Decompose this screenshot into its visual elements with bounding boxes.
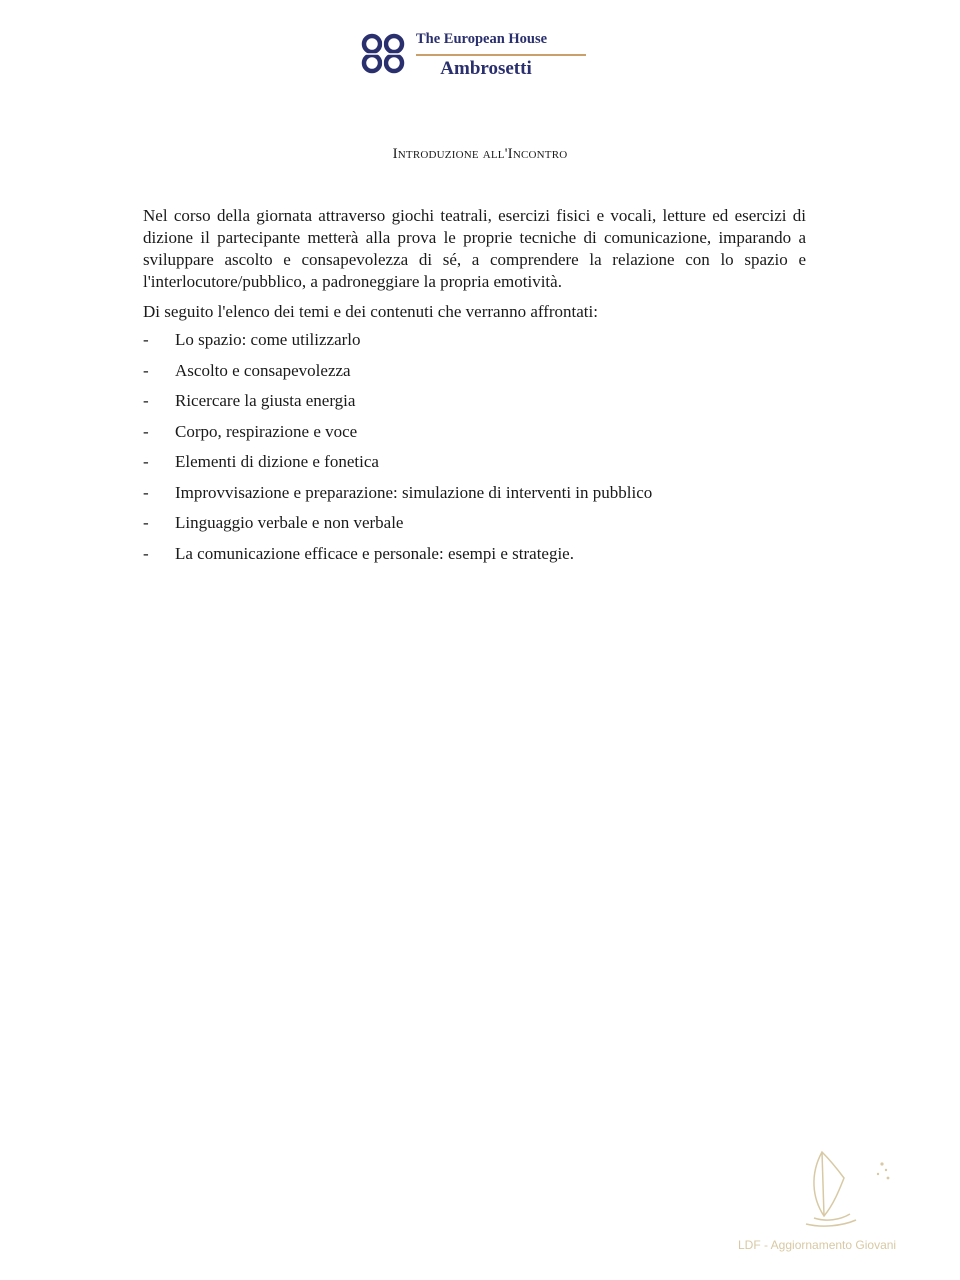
page-title: Introduzione all'Incontro <box>392 146 568 162</box>
intro-paragraph: Nel corso della giornata attraverso giochi teatrali, esercizi fisici e vocali, letture ed esercizi di dizione il partecipante metterà alla prova le proprie tecniche di comunicazione, imparando a sviluppare ascolto e consapevolezza di sé, a comprendere la relazione con lo spazio e l'interlocutore/pubblico, a padroneggiare la propria emotività. <box>143 206 806 291</box>
list-bullet: - <box>143 543 149 563</box>
list-item <box>143 543 806 574</box>
document-body <box>143 205 806 573</box>
topic-text: Corpo, respirazione e voce <box>175 421 358 441</box>
ambrosetti-logo-mark-icon <box>358 32 410 76</box>
list-bullet: - <box>143 391 149 410</box>
list-bullet: - <box>143 330 149 349</box>
list-item <box>143 451 806 482</box>
list-item <box>143 360 806 391</box>
list-bullet: - <box>143 421 149 441</box>
logo-line2: Ambrosetti <box>440 58 532 79</box>
topic-list <box>143 329 806 573</box>
topic-text: Lo spazio: come utilizzarlo <box>175 330 361 349</box>
topic-text: Improvvisazione e preparazione: simulazione di interventi in pubblico <box>175 482 653 502</box>
list-item <box>143 512 806 543</box>
list-item <box>143 390 806 421</box>
list-bullet: - <box>143 452 149 471</box>
list-item <box>143 421 806 452</box>
topic-text: Linguaggio verbale e non verbale <box>175 513 404 532</box>
list-bullet: - <box>143 360 149 380</box>
logo-divider <box>416 54 586 56</box>
topic-text: Ascolto e consapevolezza <box>175 360 351 380</box>
sailboat-icon <box>800 1148 900 1228</box>
ambrosetti-logo <box>358 30 590 82</box>
list-item <box>143 329 806 360</box>
topic-text: Elementi di dizione e fonetica <box>175 452 379 471</box>
list-bullet: - <box>143 513 149 532</box>
topic-text: La comunicazione efficace e personale: esempi e strategie. <box>175 543 574 563</box>
logo-line1: The European House <box>416 31 548 47</box>
footer-text: LDF - Aggiornamento Giovani <box>738 1238 897 1252</box>
list-item <box>143 482 806 513</box>
list-lead: Di seguito l'elenco dei temi e dei contenuti che verranno affrontati: <box>143 302 598 321</box>
list-bullet: - <box>143 482 149 502</box>
topic-text: Ricercare la giusta energia <box>175 391 356 410</box>
